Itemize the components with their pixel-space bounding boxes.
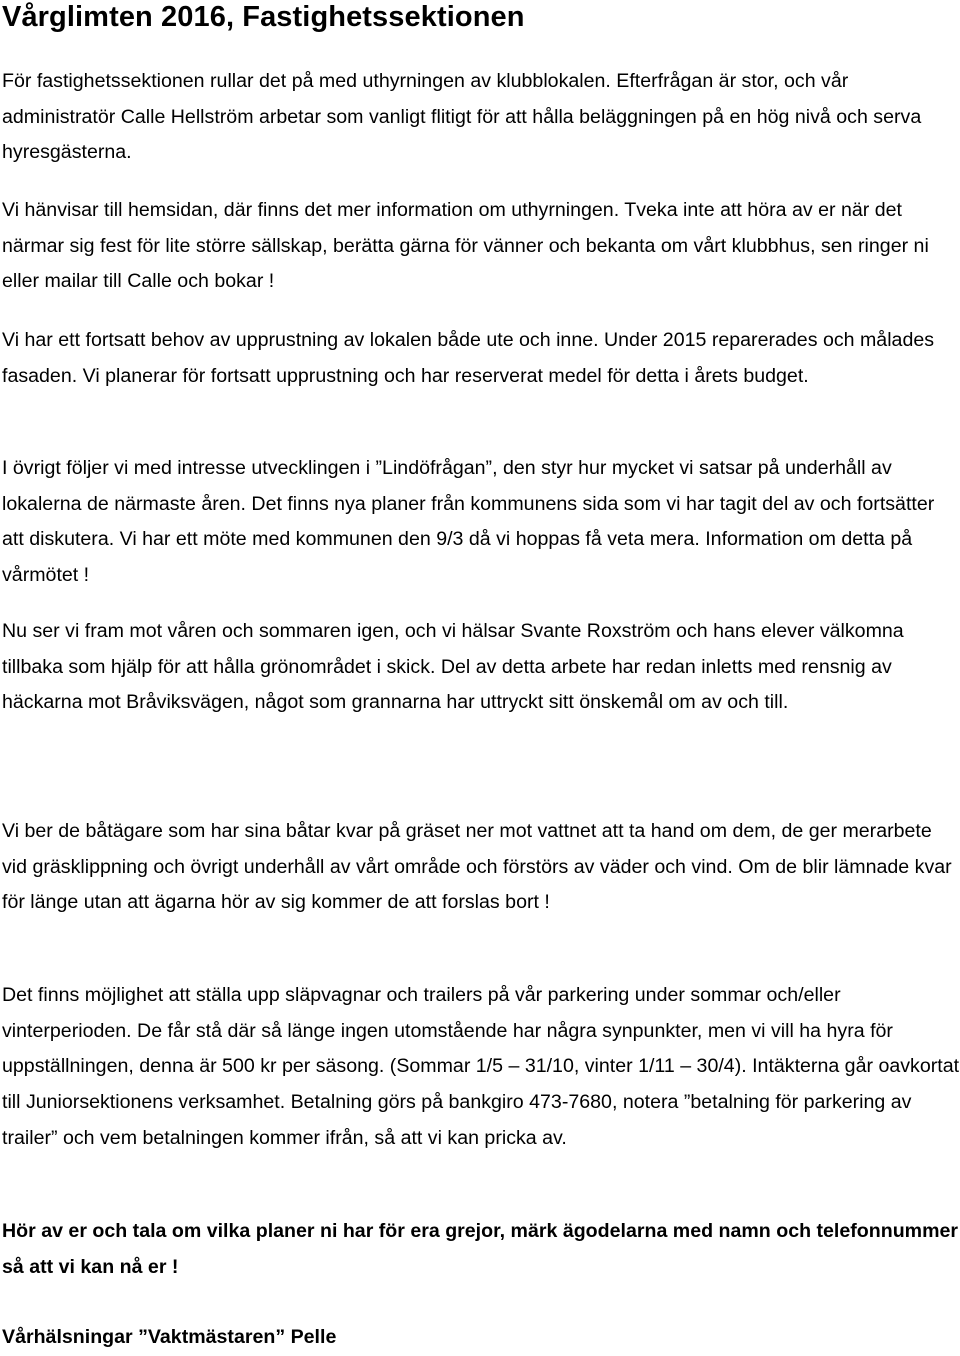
paragraph-website-info: Vi hänvisar till hemsidan, där finns det mer information om uthyrningen. Tveka inte att höra av er när det närmar sig fest för lite större sällskap, berätta gärna för vänner och bekanta om vårt klubbhus, sen ringer ni eller mailar till Calle och bokar ! [2, 199, 929, 293]
paragraph-spring-garden: Nu ser vi fram mot våren och sommaren igen, och vi hälsar Svante Roxström och hans elever välkomna tillbaka som hjälp för att hålla grönområdet i skick. Del av detta arbete har redan inletts med rensnig av häckarna mot Bråviksvägen, något som grannarna har uttryckt sitt önskemål om av och till. [2, 620, 904, 714]
title-container [2, 0, 525, 36]
paragraph-renovation: Vi har ett fortsatt behov av upprustning av lokalen både ute och inne. Under 2015 reparerades och målades fasaden. Vi planerar för fortsatt upprustning och har reserverat medel för detta i årets budget. [2, 329, 935, 387]
document-title: Vårglimten 2016, Fastighetssektionen [2, 1, 525, 33]
signature: Vårhälsningar ”Vaktmästaren” Pelle [2, 1326, 337, 1348]
paragraph-boat-owners: Vi ber de båtägare som har sina båtar kvar på gräset ner mot vattnet att ta hand om dem, de ger merarbete vid gräsklippning och övrigt underhåll av vårt område och förstörs av väder och vind. Om de blir lämnade kvar för länge utan att ägarna hör av sig kommer de att forslas bort ! [2, 820, 952, 914]
paragraph-rental-demand: För fastighetssektionen rullar det på med uthyrningen av klubblokalen. Efterfrågan är stor, och vår administratör Calle Hellström arbetar som vanligt flitigt för att hålla beläggningen på en hög nivå och serva hyresgästerna. [2, 70, 922, 164]
paragraph-contact-request: Hör av er och tala om vilka planer ni har för era grejor, märk ägodelarna med namn och telefonnummer så att vi kan nå er ! [2, 1220, 959, 1278]
paragraph-trailer-parking: Det finns möjlighet att ställa upp släpvagnar och trailers på vår parkering under sommar och/eller vinterperioden. De får stå där så länge ingen utomstående har några synpunkter, men vi vill ha hyra för uppställningen, denna är 500 kr per säsong. (Sommar 1/5 – 31/10, vinter 1/11 – 30/4). Intäkterna går oavkortat till Juniorsektionens verksamhet. Betalning görs på bankgiro 473-7680, notera ”betalning för parkering av trailer” och vem betalningen kommer ifrån, så att vi kan pricka av. [2, 984, 960, 1149]
paragraph-lindo-question: I övrigt följer vi med intresse utvecklingen i ”Lindöfrågan”, den styr hur mycket vi satsar på underhåll av lokalerna de närmaste åren. Det finns nya planer från kommunens sida som vi har tagit del av och fortsätter att diskutera. Vi har ett möte med kommunen den 9/3 då vi hoppas få veta mera. Information om detta på vårmötet ! [2, 457, 935, 587]
